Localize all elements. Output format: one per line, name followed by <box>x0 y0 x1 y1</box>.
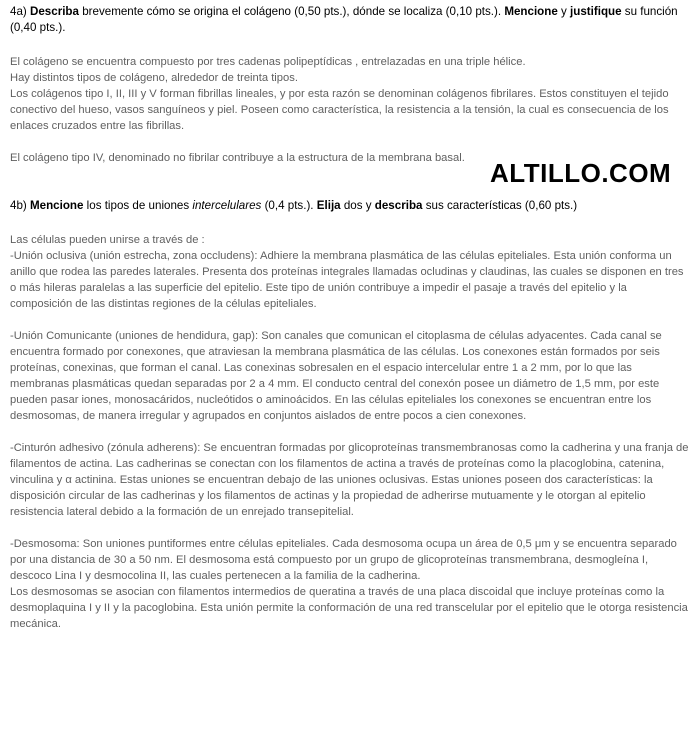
answer-4b-cinturon-adhesivo: -Cinturón adhesivo (zónula adherens): Se encuentran formadas por glicoproteínas transmembranosas como la cadherina y una franja de filamentos de actina. Las cadherinas se conectan con los filamentos de actina a través de proteínas como la placoglobina, catenina, vinculina y α actinina. Estas uniones se encuentran debajo de las uniones oclusivas. Estas uniones poseen dos características: la disposición circular de las cadherinas y los filamentos de actinas y la propiedad de adherirse mutuamente y le otorgan al epitelio resistencia lateral debido a la formación de un enrejado transepitelial. <box>10 442 689 518</box>
bold-term: Mencione <box>504 5 558 18</box>
answer-4b-intro: Las células pueden unirse a través de : <box>10 234 205 246</box>
site-watermark: ALTILLO.COM <box>490 158 672 188</box>
answer-4b-desmosoma-continued: Los desmosomas se asocian con filamentos intermedios de queratina a través de una placa discoidal que incluye proteínas como la desmoplaquina I y II y la pacoglobina. Esta unión permite la conformación de una red transcelular por el epitelio que le otorga resistencia mecánica. <box>10 586 688 630</box>
question-number: 4a) <box>10 5 30 18</box>
bold-term: Describa <box>29 5 79 18</box>
answer-4a-line-1: El colágeno se encuentra compuesto por tres cadenas polipeptídicas , entrelazadas en una triple hélice. <box>10 56 526 68</box>
answer-4b-union-oclusiva: -Unión oclusiva (unión estrecha, zona occludens): Adhiere la membrana plasmática de las células epiteliales. Esta unión conforma un anillo que rodea las paredes laterales. Presenta dos proteínas integrales llamadas ocludinas y claudinas, las cuales se disponen en tres o más hileras paralelas a las superficie del epitelio. Este tipo de unión contribuye a impedir el pasaje a través del epitelio y la composición de las distintas regiones de la células epiteliales. <box>10 250 684 310</box>
question-text: sus características (0,60 pts.) <box>422 199 578 212</box>
bold-term: Mencione <box>29 199 84 212</box>
bold-term: Elija <box>316 199 341 212</box>
bold-term: describa <box>374 199 423 212</box>
question-text: brevemente cómo se origina el colágeno (0,50 pts.), dónde se localiza (0,10 pts.). <box>78 5 505 18</box>
question-text: los tipos de uniones <box>83 199 193 212</box>
document-page <box>10 4 690 632</box>
answer-4a-paragraph-4: El colágeno tipo IV, denominado no fibrilar contribuye a la estructura de la membrana basal. <box>10 152 465 164</box>
question-4b <box>10 198 690 214</box>
answer-4a-paragraph-3: Los colágenos tipo I, II, III y V forman fibrillas lineales, y por esta razón se denominan colágenos fibrilares. Estos constituyen el tejido conectivo del hueso, vasos sanguíneos y piel. Poseen como característica, la resistencia a la tensión, la cual es consecuencia de los enlaces cruzados entre las fibrillas. <box>10 88 669 132</box>
italic-term: intercelulares <box>192 199 262 212</box>
answer-4b-union-comunicante: -Unión Comunicante (uniones de hendidura, gap): Son canales que comunican el citoplasma de células adyacentes. Cada canal se encuentra formado por conexones, que atraviesan la membrana plasmática de las células. Los conexones están formados por seis proteínas, conexinas, que forman el canal. Las conexinas sobresalen en el espacio intercelular entre 1 a 2 mm, por lo que las membranas plasmáticas quedan separadas por 2 a 4 mm. El conducto central del conexón posee un diámetro de 1,5 mm, por este pueden pasar iones, monosacáridos, nucleótidos o aminoácidos. En las células epiteliales los conexones se encuentran entre los desmosomas, de manera irregular y agrupados en conjuntos aislados de entre pocos a cien conexones. <box>10 330 662 422</box>
answer-4a-line-2: Hay distintos tipos de colágeno, alrededor de treinta tipos. <box>10 72 298 84</box>
question-text: su función (0,40 pts.). <box>10 5 678 34</box>
question-text: dos y <box>340 199 375 212</box>
question-text: (0,4 pts.). <box>261 199 317 212</box>
question-4a <box>10 4 690 36</box>
answer-4b-desmosoma: -Desmosoma: Son uniones puntiformes entre células epiteliales. Cada desmosoma ocupa un área de 0,5 μm y se encuentra separado por una distancia de 30 a 50 nm. El desmosoma está compuesto por un grupo de glicoproteínas transmembrana, desmogleína I, descoco Lina I y desmocolina II, las cuales pertenecen a la familia de la cadherina. <box>10 538 677 582</box>
question-number: 4b) <box>10 199 30 212</box>
question-text: y <box>557 5 571 18</box>
bold-term: justifique <box>570 5 622 18</box>
